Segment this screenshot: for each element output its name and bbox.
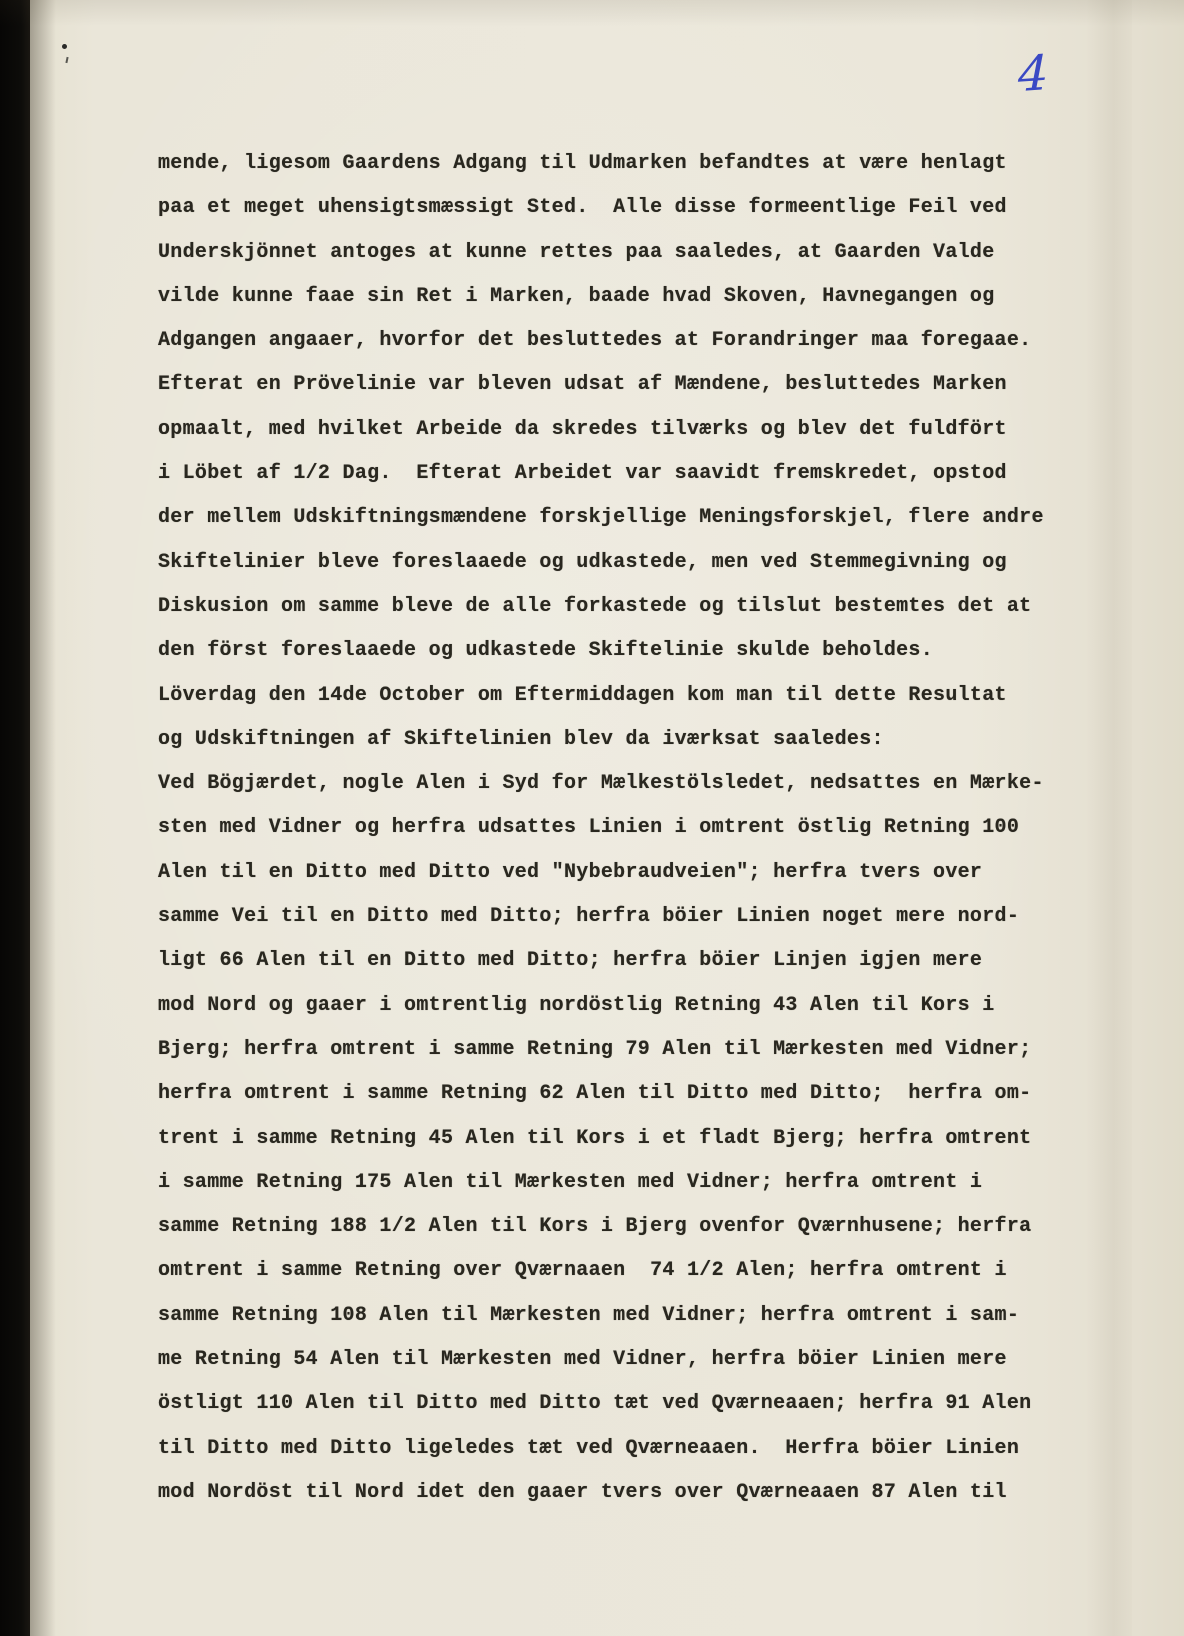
ink-speck xyxy=(62,44,67,49)
text-line: herfra omtrent i samme Retning 62 Alen til Ditto med Ditto; herfra om- xyxy=(158,1082,1032,1106)
text-line: der mellem Udskiftningsmændene forskjellige Meningsforskjel, flere andre xyxy=(158,506,1044,530)
text-line: i Löbet af 1/2 Dag. Efterat Arbeidet var saavidt fremskredet, opstod xyxy=(158,462,1007,486)
scan-left-edge-shadow xyxy=(30,0,56,1636)
text-line: sten med Vidner og herfra udsattes Linien i omtrent östlig Retning 100 xyxy=(158,816,1020,840)
ink-speck xyxy=(65,57,68,63)
text-line: mod Nord og gaaer i omtrentlig nordöstlig Retning 43 Alen til Kors i xyxy=(158,993,995,1017)
text-line: samme Retning 108 Alen til Mærkesten med Vidner; herfra omtrent i sam- xyxy=(158,1303,1020,1327)
text-line: östligt 110 Alen til Ditto med Ditto tæt ved Qværneaaen; herfra 91 Alen xyxy=(158,1392,1032,1416)
text-block xyxy=(158,152,1108,1525)
scan-top-shade xyxy=(0,0,1184,26)
text-line: Adgangen angaaer, hvorfor det besluttedes at Forandringer maa foregaae. xyxy=(158,329,1032,353)
text-line: Efterat en Prövelinie var bleven udsat af Mændene, besluttedes Marken xyxy=(158,373,1007,397)
text-line: paa et meget uhensigtsmæssigt Sted. Alle disse formeentlige Feil ved xyxy=(158,196,1007,220)
text-line: Ved Bögjærdet, nogle Alen i Syd for Mælkestölsledet, nedsattes en Mærke- xyxy=(158,772,1044,796)
text-line: mende, ligesom Gaardens Adgang til Udmarken befandtes at være henlagt xyxy=(158,152,1007,175)
text-line: samme Retning 188 1/2 Alen til Kors i Bjerg ovenfor Qværnhusene; herfra xyxy=(158,1215,1032,1239)
text-line: Bjerg; herfra omtrent i samme Retning 79 Alen til Mærkesten med Vidner; xyxy=(158,1037,1032,1061)
text-line: Löverdag den 14de October om Eftermiddagen kom man til dette Resultat xyxy=(158,683,1007,707)
text-line: ligt 66 Alen til en Ditto med Ditto; herfra böier Linjen igjen mere xyxy=(158,949,983,973)
text-line: omtrent i samme Retning over Qværnaaen 74 1/2 Alen; herfra omtrent i xyxy=(158,1259,1007,1283)
text-line: mod Nordöst til Nord idet den gaaer tvers over Qværneaaen 87 Alen til xyxy=(158,1480,1007,1504)
text-line: opmaalt, med hvilket Arbeide da skredes tilværks og blev det fuldfört xyxy=(158,417,1007,441)
text-line: Alen til en Ditto med Ditto ved "Nybebraudveien"; herfra tvers over xyxy=(158,860,983,884)
text-line: vilde kunne faae sin Ret i Marken, baade hvad Skoven, Havnegangen og xyxy=(158,284,995,308)
scan-left-edge xyxy=(0,0,30,1636)
text-line: i samme Retning 175 Alen til Mærkesten med Vidner; herfra omtrent i xyxy=(158,1170,983,1194)
text-line: den först foreslaaede og udkastede Skiftelinie skulde beholdes. xyxy=(158,639,934,663)
text-line: til Ditto med Ditto ligeledes tæt ved Qværneaaen. Herfra böier Linien xyxy=(158,1436,1020,1460)
text-line: og Udskiftningen af Skiftelinien blev da iværksat saaledes: xyxy=(158,727,884,751)
text-line: Diskusion om samme bleve de alle forkastede og tilslut bestemtes det at xyxy=(158,594,1032,618)
text-line: Underskjönnet antoges at kunne rettes paa saaledes, at Gaarden Valde xyxy=(158,240,995,264)
text-line: trent i samme Retning 45 Alen til Kors i et fladt Bjerg; herfra omtrent xyxy=(158,1126,1032,1150)
text-line: Skiftelinier bleve foreslaaede og udkastede, men ved Stemmegivning og xyxy=(158,550,1007,574)
text-line: me Retning 54 Alen til Mærkesten med Vidner, herfra böier Linien mere xyxy=(158,1348,1007,1372)
text-line: samme Vei til en Ditto med Ditto; herfra böier Linien noget mere nord- xyxy=(158,905,1020,929)
handwritten-page-number: 4 xyxy=(1018,44,1049,104)
